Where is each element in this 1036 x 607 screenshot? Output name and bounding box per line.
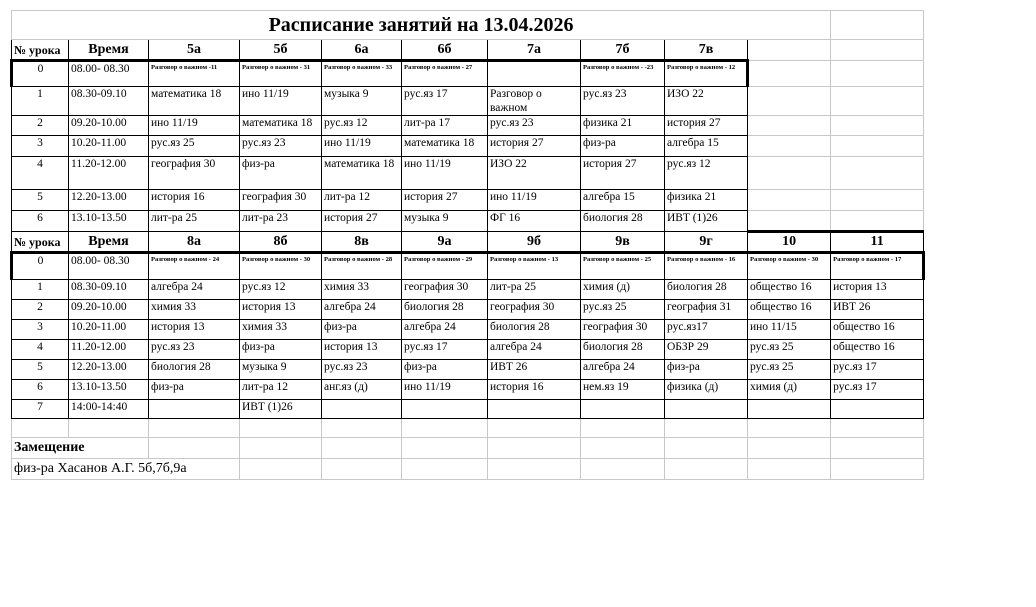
lesson-cell: ФГ 16 [488,211,581,232]
lesson-cell: математика 18 [149,87,240,116]
lesson-number: 5 [12,190,69,211]
lesson-cell: общество 16 [831,320,924,340]
lesson-cell: лит-ра 23 [240,211,322,232]
empty-cell [831,61,924,87]
lesson-cell: физика (д) [665,380,748,400]
empty-cell [831,211,924,232]
lesson-cell: Разговор о важном [488,87,581,116]
lesson-cell: ино 11/19 [322,136,402,157]
empty-cell [665,419,748,438]
class-header: 6б [402,40,488,61]
lesson-cell: лит-ра 25 [488,280,581,300]
lesson-cell: рус.яз 23 [149,340,240,360]
empty-cell [240,438,322,459]
lesson-cell: лит-ра 17 [402,116,488,136]
lesson-cell [149,400,240,419]
class-header: 11 [831,232,924,253]
lesson-cell: ино 11/19 [240,87,322,116]
lesson-number: 5 [12,360,69,380]
lesson-cell: нем.яз 19 [581,380,665,400]
lesson-cell: музыка 9 [322,87,402,116]
empty-cell [665,459,748,480]
talk-cell: Разговор о важном - 31 [240,61,322,87]
lesson-cell: математика 18 [240,116,322,136]
schedule-table [10,10,925,480]
lesson-cell: лит-ра 12 [240,380,322,400]
lesson-cell [488,400,581,419]
empty-cell [748,419,831,438]
talk-cell: Разговор о важном - 29 [402,253,488,280]
empty-cell [149,438,240,459]
lesson-cell: история 13 [240,300,322,320]
class-header: 10 [748,232,831,253]
lesson-cell: история 27 [402,190,488,211]
lesson-cell: ОБЗР 29 [665,340,748,360]
substitution-heading: Замещение [12,438,149,459]
table-row [12,87,924,116]
lesson-cell: рус.яз 23 [488,116,581,136]
lesson-number: 0 [12,253,69,280]
lesson-time: 08.00- 08.30 [69,253,149,280]
time-header: Время [69,40,149,61]
empty-cell [831,419,924,438]
class-header: 8в [322,232,402,253]
lesson-number: 1 [12,87,69,116]
lesson-cell: рус.яз 12 [665,157,748,190]
class-header: 9б [488,232,581,253]
lesson-cell: ИВТ (1)26 [240,400,322,419]
empty-cell [748,438,831,459]
lesson-cell: история 27 [322,211,402,232]
talk-cell: Разговор о важном - 17 [831,253,924,280]
lesson-time: 13.10-13.50 [69,211,149,232]
lesson-cell: история 27 [488,136,581,157]
lesson-time: 08.30-09.10 [69,280,149,300]
talk-cell: Разговор о важном - 16 [665,253,748,280]
class-header-row [12,40,924,61]
lesson-time: 08.30-09.10 [69,87,149,116]
table-row [12,380,924,400]
lesson-cell: алгебра 15 [581,190,665,211]
talk-cell: Разговор о важном - 28 [322,253,402,280]
lesson-cell: математика 18 [402,136,488,157]
empty-cell [831,116,924,136]
lesson-cell [402,400,488,419]
lesson-number: 1 [12,280,69,300]
lesson-time: 08.00- 08.30 [69,61,149,87]
lesson-number: 7 [12,400,69,419]
lesson-time: 10.20-11.00 [69,320,149,340]
lesson-cell: рус.яз 25 [149,136,240,157]
empty-cell [69,419,149,438]
table-row [12,300,924,320]
class-header: 7а [488,40,581,61]
empty-cell [488,419,581,438]
talk-cell: Разговор о важном - 27 [402,61,488,87]
lesson-cell: ино 11/19 [402,157,488,190]
lesson-cell: физ-ра [240,157,322,190]
lesson-cell: рус.яз 23 [322,360,402,380]
lesson-cell: география 30 [488,300,581,320]
lesson-cell: ИВТ 26 [488,360,581,380]
lesson-cell: рус.яз 17 [402,87,488,116]
lesson-cell: физ-ра [665,360,748,380]
talk-cell: Разговор о важном - 25 [581,253,665,280]
talk-cell: Разговор о важном - 24 [149,253,240,280]
lesson-number: 3 [12,320,69,340]
lesson-cell: рус.яз 12 [240,280,322,300]
lesson-cell: география 30 [149,157,240,190]
lesson-cell: рус.яз 23 [240,136,322,157]
lesson-cell: математика 18 [322,157,402,190]
substitution-heading-row [12,438,924,459]
empty-cell [240,419,322,438]
empty-cell [488,459,581,480]
lesson-cell: ИЗО 22 [665,87,748,116]
lesson-cell: биология 28 [149,360,240,380]
table-row [12,360,924,380]
lesson-cell: музыка 9 [402,211,488,232]
empty-cell [402,419,488,438]
empty-cell [748,61,831,87]
lesson-time: 14:00-14:40 [69,400,149,419]
lesson-cell: общество 16 [831,340,924,360]
empty-cell [748,136,831,157]
empty-cell [748,157,831,190]
empty-cell [581,419,665,438]
class-header: 7б [581,40,665,61]
lesson-cell: физ-ра [402,360,488,380]
lesson-cell: ино 11/15 [748,320,831,340]
lesson-cell: ИВТ 26 [831,300,924,320]
table-row [12,340,924,360]
lesson-cell: алгебра 24 [322,300,402,320]
empty-cell [748,459,831,480]
talk-cell: Разговор о важном - 13 [488,253,581,280]
page-title: Расписание занятий на 13.04.2026 [12,11,831,40]
lesson-cell: история 13 [831,280,924,300]
empty-cell [322,459,402,480]
empty-cell [581,459,665,480]
lesson-cell: ино 11/19 [402,380,488,400]
empty-cell [831,459,924,480]
class-header: 9а [402,232,488,253]
talk-cell: Разговор о важном - 30 [240,253,322,280]
empty-cell [831,136,924,157]
substitution-text: физ-ра Хасанов А.Г. 5б,7б,9а [12,459,240,480]
empty-cell [831,11,924,40]
lesson-number-header: № урока [12,232,69,253]
lesson-number-header: № урока [12,40,69,61]
lesson-cell: география 30 [581,320,665,340]
lesson-number: 2 [12,300,69,320]
lesson-cell: лит-ра 12 [322,190,402,211]
lesson-cell: физ-ра [149,380,240,400]
lesson-cell: рус.яз 25 [748,340,831,360]
empty-cell [748,190,831,211]
empty-cell [665,438,748,459]
lesson-cell: ИВТ (1)26 [665,211,748,232]
class-header: 6а [322,40,402,61]
lesson-cell: химия 33 [240,320,322,340]
lesson-cell: история 13 [322,340,402,360]
lesson-cell: алгебра 24 [149,280,240,300]
lesson-number: 6 [12,380,69,400]
substitution-row [12,459,924,480]
lesson-cell: рус.яз 17 [831,380,924,400]
talk-cell: Разговор о важном - -23 [581,61,665,87]
empty-cell [748,87,831,116]
class-header: 9г [665,232,748,253]
lesson-number: 0 [12,61,69,87]
lesson-number: 3 [12,136,69,157]
lesson-cell: история 27 [581,157,665,190]
lesson-cell: история 27 [665,116,748,136]
talk-cell: Разговор о важном -11 [149,61,240,87]
lesson-cell: ино 11/19 [149,116,240,136]
lesson-cell: рус.яз 23 [581,87,665,116]
table-row [12,157,924,190]
table-row [12,136,924,157]
lesson-cell: ИЗО 22 [488,157,581,190]
lesson-cell: анг.яз (д) [322,380,402,400]
table-row [12,211,924,232]
time-header: Время [69,232,149,253]
empty-cell [12,419,69,438]
lesson-cell: история 16 [149,190,240,211]
empty-cell [581,438,665,459]
lesson-cell: биология 28 [488,320,581,340]
lesson-cell: география 30 [402,280,488,300]
class-header: 8б [240,232,322,253]
table-row [12,116,924,136]
lesson-cell: география 30 [240,190,322,211]
lesson-number: 4 [12,340,69,360]
table-row [12,253,924,280]
talk-cell: Разговор о важном - 12 [665,61,748,87]
table-row [12,280,924,300]
lesson-cell: алгебра 24 [402,320,488,340]
empty-cell [488,438,581,459]
lesson-cell [581,400,665,419]
lesson-time: 11.20-12.00 [69,340,149,360]
lesson-cell: рус.яз 17 [402,340,488,360]
lesson-cell: рус.яз 25 [581,300,665,320]
lesson-cell: химия 33 [149,300,240,320]
empty-cell [831,157,924,190]
lesson-cell [665,400,748,419]
empty-cell [748,211,831,232]
lesson-cell: ино 11/19 [488,190,581,211]
lesson-cell: рус.яз 25 [748,360,831,380]
lesson-cell: биология 28 [402,300,488,320]
lesson-cell: общество 16 [748,300,831,320]
title-row [12,11,924,40]
lesson-cell: биология 28 [581,211,665,232]
empty-cell [831,438,924,459]
schedule-sheet [10,10,922,476]
lesson-time: 12.20-13.00 [69,190,149,211]
table-row [12,61,924,87]
empty-cell [831,190,924,211]
table-row [12,320,924,340]
lesson-cell: физика 21 [581,116,665,136]
empty-cell [748,116,831,136]
lesson-time: 09.20-10.00 [69,116,149,136]
class-header: 5б [240,40,322,61]
talk-cell [488,61,581,87]
lesson-number: 2 [12,116,69,136]
spacer-row [12,419,924,438]
lesson-cell: лит-ра 25 [149,211,240,232]
empty-cell [748,40,831,61]
lesson-cell: рус.яз17 [665,320,748,340]
lesson-cell: биология 28 [665,280,748,300]
lesson-time: 09.20-10.00 [69,300,149,320]
lesson-cell: алгебра 24 [488,340,581,360]
lesson-cell: физ-ра [322,320,402,340]
table-row [12,190,924,211]
class-header-row [12,232,924,253]
lesson-time: 12.20-13.00 [69,360,149,380]
lesson-cell: история 16 [488,380,581,400]
lesson-time: 10.20-11.00 [69,136,149,157]
lesson-cell: биология 28 [581,340,665,360]
lesson-cell: рус.яз 17 [831,360,924,380]
talk-cell: Разговор о важном - 33 [322,61,402,87]
lesson-cell: алгебра 24 [581,360,665,380]
empty-cell [831,40,924,61]
lesson-cell: химия (д) [748,380,831,400]
lesson-time: 13.10-13.50 [69,380,149,400]
talk-cell: Разговор о важном - 30 [748,253,831,280]
class-header: 8а [149,232,240,253]
lesson-cell: химия 33 [322,280,402,300]
lesson-time: 11.20-12.00 [69,157,149,190]
lesson-cell: география 31 [665,300,748,320]
lesson-cell [322,400,402,419]
class-header: 5а [149,40,240,61]
empty-cell [149,419,240,438]
lesson-cell: алгебра 15 [665,136,748,157]
empty-cell [402,459,488,480]
lesson-cell: общество 16 [748,280,831,300]
lesson-cell: физика 21 [665,190,748,211]
table-row [12,400,924,419]
class-header: 7в [665,40,748,61]
lesson-number: 4 [12,157,69,190]
lesson-cell: физ-ра [240,340,322,360]
class-header: 9в [581,232,665,253]
lesson-cell: рус.яз 12 [322,116,402,136]
lesson-cell: физ-ра [581,136,665,157]
empty-cell [322,438,402,459]
lesson-cell [831,400,924,419]
empty-cell [322,419,402,438]
lesson-cell: история 13 [149,320,240,340]
empty-cell [402,438,488,459]
lesson-cell: химия (д) [581,280,665,300]
lesson-number: 6 [12,211,69,232]
empty-cell [831,87,924,116]
empty-cell [240,459,322,480]
lesson-cell [748,400,831,419]
lesson-cell: музыка 9 [240,360,322,380]
